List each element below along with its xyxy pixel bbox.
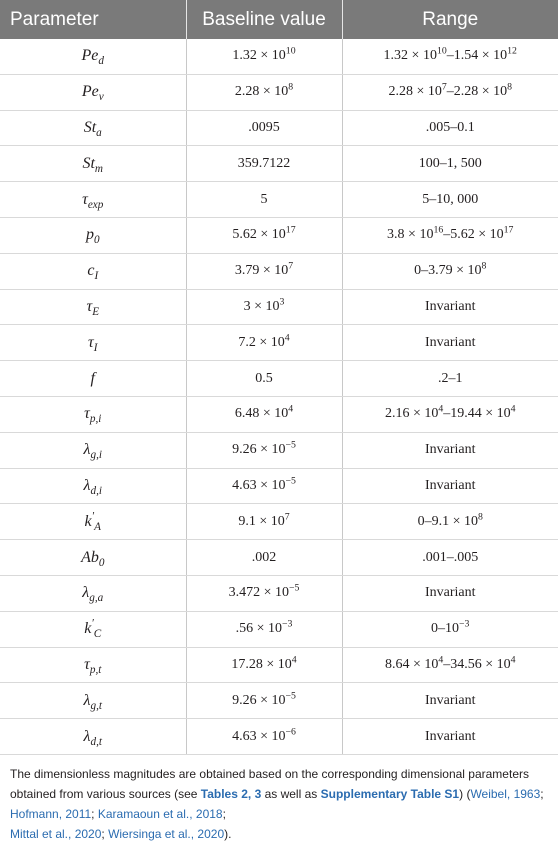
table-row (0, 39, 558, 74)
baseline-value-cell: $3.79 \times 10^7$ (186, 253, 342, 289)
parameter-cell (0, 146, 186, 182)
table-row (0, 611, 558, 647)
parameter-subscript: p,i (89, 413, 102, 426)
range-cell: 100–1, 500 (342, 146, 558, 182)
range-cell: $2.28 \times 10^7-2.28 \times 10^8$ (342, 74, 558, 110)
parameter-symbol: τ (88, 333, 94, 351)
parameter-subscript: g,i (90, 449, 102, 462)
parameter-cell (0, 396, 186, 432)
parameter-symbol: τ (82, 190, 88, 208)
baseline-value-cell: $.56 \times 10^{-3}$ (186, 611, 342, 647)
ref-link-karamaoun[interactable]: Karamaoun et al., 2018 (97, 807, 223, 821)
parameter-symbol: k (84, 620, 92, 638)
table-row (0, 217, 558, 253)
table-row (0, 540, 558, 576)
header-range: Range (342, 0, 558, 39)
parameter-subscript: g,a (89, 592, 104, 605)
table-row (0, 432, 558, 468)
table-body (0, 39, 558, 754)
supplementary-table-link[interactable]: Supplementary Table S1 (320, 787, 460, 801)
parameter-symbol: St (82, 154, 95, 172)
range-cell: .2–1 (342, 361, 558, 397)
footnote-text-2: as well as (261, 787, 321, 801)
table-row (0, 504, 558, 540)
range-cell: Invariant (342, 432, 558, 468)
parameter-symbol: τ (84, 405, 90, 423)
footnote-text-3: ) ( (459, 787, 471, 801)
parameter-subscript: exp (87, 198, 104, 211)
range-cell: $1.32 \times 10^{10}-1.54 \times 10^{12}$ (342, 39, 558, 74)
parameter-symbol: Pe (81, 83, 99, 101)
baseline-value-cell: $3.472 \times 10^{-5}$ (186, 575, 342, 611)
parameter-subscript: 0 (93, 234, 100, 247)
table-row (0, 468, 558, 504)
parameter-prime: ′ (91, 510, 95, 523)
baseline-value-cell: $7.2 \times 10^4$ (186, 325, 342, 361)
ref-link-weibel[interactable]: Weibel, 1963 (470, 787, 541, 801)
parameter-subscript: d (98, 55, 104, 68)
parameter-cell (0, 647, 186, 683)
parameter-symbol: St (83, 118, 97, 136)
header-parameter: Parameter (0, 0, 186, 39)
baseline-value-cell: $9.26 \times 10^{-5}$ (186, 432, 342, 468)
range-cell: Invariant (342, 289, 558, 325)
parameter-cell (0, 719, 186, 755)
baseline-value-cell: $1.32 \times 10^{10}$ (186, 39, 342, 74)
baseline-value-cell: 359.7122 (186, 146, 342, 182)
range-cell: $8.64 \times 10^4-34.56 \times 10^4$ (342, 647, 558, 683)
parameter-subscript: g,t (90, 699, 102, 712)
parameter-subscript: I (94, 270, 99, 283)
parameter-subscript: v (98, 91, 104, 104)
range-cell: Invariant (342, 683, 558, 719)
parameter-prime: ′ (91, 617, 94, 630)
parameter-subscript: a (96, 127, 102, 140)
parameter-cell (0, 74, 186, 110)
parameter-cell (0, 39, 186, 74)
baseline-value-cell: $3 \times 10^3$ (186, 289, 342, 325)
footnote-text-4: ). (224, 827, 232, 841)
table-header-row (0, 0, 558, 39)
parameter-subscript: C (93, 628, 102, 641)
table-row (0, 74, 558, 110)
baseline-value-cell: $6.48 \times 10^4$ (186, 396, 342, 432)
parameter-subscript: p,t (89, 664, 102, 677)
parameter-cell (0, 217, 186, 253)
table-row (0, 719, 558, 755)
parameter-subscript: d,t (90, 735, 102, 748)
parameter-subscript: d,i (90, 485, 102, 498)
baseline-value-cell: $5.62 \times 10^{17}$ (186, 217, 342, 253)
parameter-cell (0, 683, 186, 719)
parameter-subscript: m (94, 162, 104, 175)
parameter-cell (0, 432, 186, 468)
parameter-symbol: k (84, 512, 92, 530)
parameter-subscript: A (94, 520, 101, 533)
baseline-value-cell: $17.28 \times 10^4$ (186, 647, 342, 683)
baseline-value-cell: 5 (186, 182, 342, 218)
parameter-subscript: E (92, 306, 100, 319)
baseline-value-cell: 0.5 (186, 361, 342, 397)
range-cell: .001–.005 (342, 540, 558, 576)
baseline-value-cell: .002 (186, 540, 342, 576)
parameter-cell (0, 253, 186, 289)
parameter-symbol: λ (83, 476, 91, 494)
parameter-symbol: λ (83, 441, 91, 459)
parameter-symbol: Ab (81, 548, 99, 566)
table-row (0, 325, 558, 361)
parameter-cell (0, 110, 186, 146)
table-row (0, 683, 558, 719)
parameter-symbol: Pe (81, 47, 99, 65)
range-cell: $0-9.1 \times 10^8$ (342, 504, 558, 540)
table-row (0, 575, 558, 611)
range-cell: Invariant (342, 468, 558, 504)
parameter-symbol: p (85, 226, 94, 244)
parameter-cell (0, 611, 186, 647)
baseline-value-cell: $4.63 \times 10^{-6}$ (186, 719, 342, 755)
ref-link-hofmann[interactable]: Hofmann, 2011 (10, 807, 92, 821)
range-cell: 5–10, 000 (342, 182, 558, 218)
baseline-value-cell: $9.26 \times 10^{-5}$ (186, 683, 342, 719)
parameter-symbol: λ (83, 691, 91, 709)
parameter-cell (0, 575, 186, 611)
range-cell: Invariant (342, 719, 558, 755)
table-row (0, 146, 558, 182)
table-row (0, 253, 558, 289)
ref-link-wiersinga[interactable]: Wiersinga et al., 2020 (108, 827, 225, 841)
parameter-subscript: 0 (98, 556, 105, 569)
header-baseline-value: Baseline value (186, 0, 342, 39)
parameter-cell (0, 504, 186, 540)
table-row (0, 110, 558, 146)
parameter-cell (0, 289, 186, 325)
parameter-cell (0, 361, 186, 397)
range-cell: Invariant (342, 325, 558, 361)
table-footnote: The dimensionless magnitudes are obtained based on the corresponding dimensional parameters obtained from various sources (see Tables 2, 3 as well as Supplementary Table S1) (Weibel, 1963; Hofmann, 2011; Karamaoun et al., 2018; Mittal et al., 2020; Wiersinga et al., 2020). (10, 767, 544, 841)
table-row (0, 182, 558, 218)
parameter-symbol: λ (82, 584, 90, 602)
tables-link[interactable]: Tables 2, 3 (200, 787, 262, 801)
range-cell: $0-10^{-3}$ (342, 611, 558, 647)
parameter-symbol: λ (83, 727, 91, 745)
range-cell: $2.16 \times 10^4-19.44 \times 10^4$ (342, 396, 558, 432)
parameter-cell (0, 325, 186, 361)
parameter-cell (0, 182, 186, 218)
footnote-text-1: The dimensionless magnitudes are obtained based on the corresponding dimensional parameters obtained from various sources (see (10, 767, 529, 801)
range-cell: Invariant (342, 575, 558, 611)
parameter-symbol: τ (84, 655, 90, 673)
table-row (0, 396, 558, 432)
baseline-value-cell: $9.1 \times 10^7$ (186, 504, 342, 540)
baseline-value-cell: $4.63 \times 10^{-5}$ (186, 468, 342, 504)
range-cell: $0-3.79 \times 10^8$ (342, 253, 558, 289)
parameter-symbol: τ (86, 297, 93, 315)
range-cell: $3.8 \times 10^{16}-5.62 \times 10^{17}$ (342, 217, 558, 253)
parameter-symbol: c (87, 262, 95, 280)
parameter-subscript: I (93, 341, 98, 354)
parameter-symbol: f (90, 369, 95, 387)
range-cell: .005–0.1 (342, 110, 558, 146)
table-row (0, 289, 558, 325)
table-row (0, 647, 558, 683)
baseline-value-cell: $2.28 \times 10^8$ (186, 74, 342, 110)
ref-link-mittal[interactable]: Mittal et al., 2020 (10, 827, 102, 841)
table-row (0, 361, 558, 397)
parameter-cell (0, 540, 186, 576)
baseline-value-cell: .0095 (186, 110, 342, 146)
parameter-cell (0, 468, 186, 504)
